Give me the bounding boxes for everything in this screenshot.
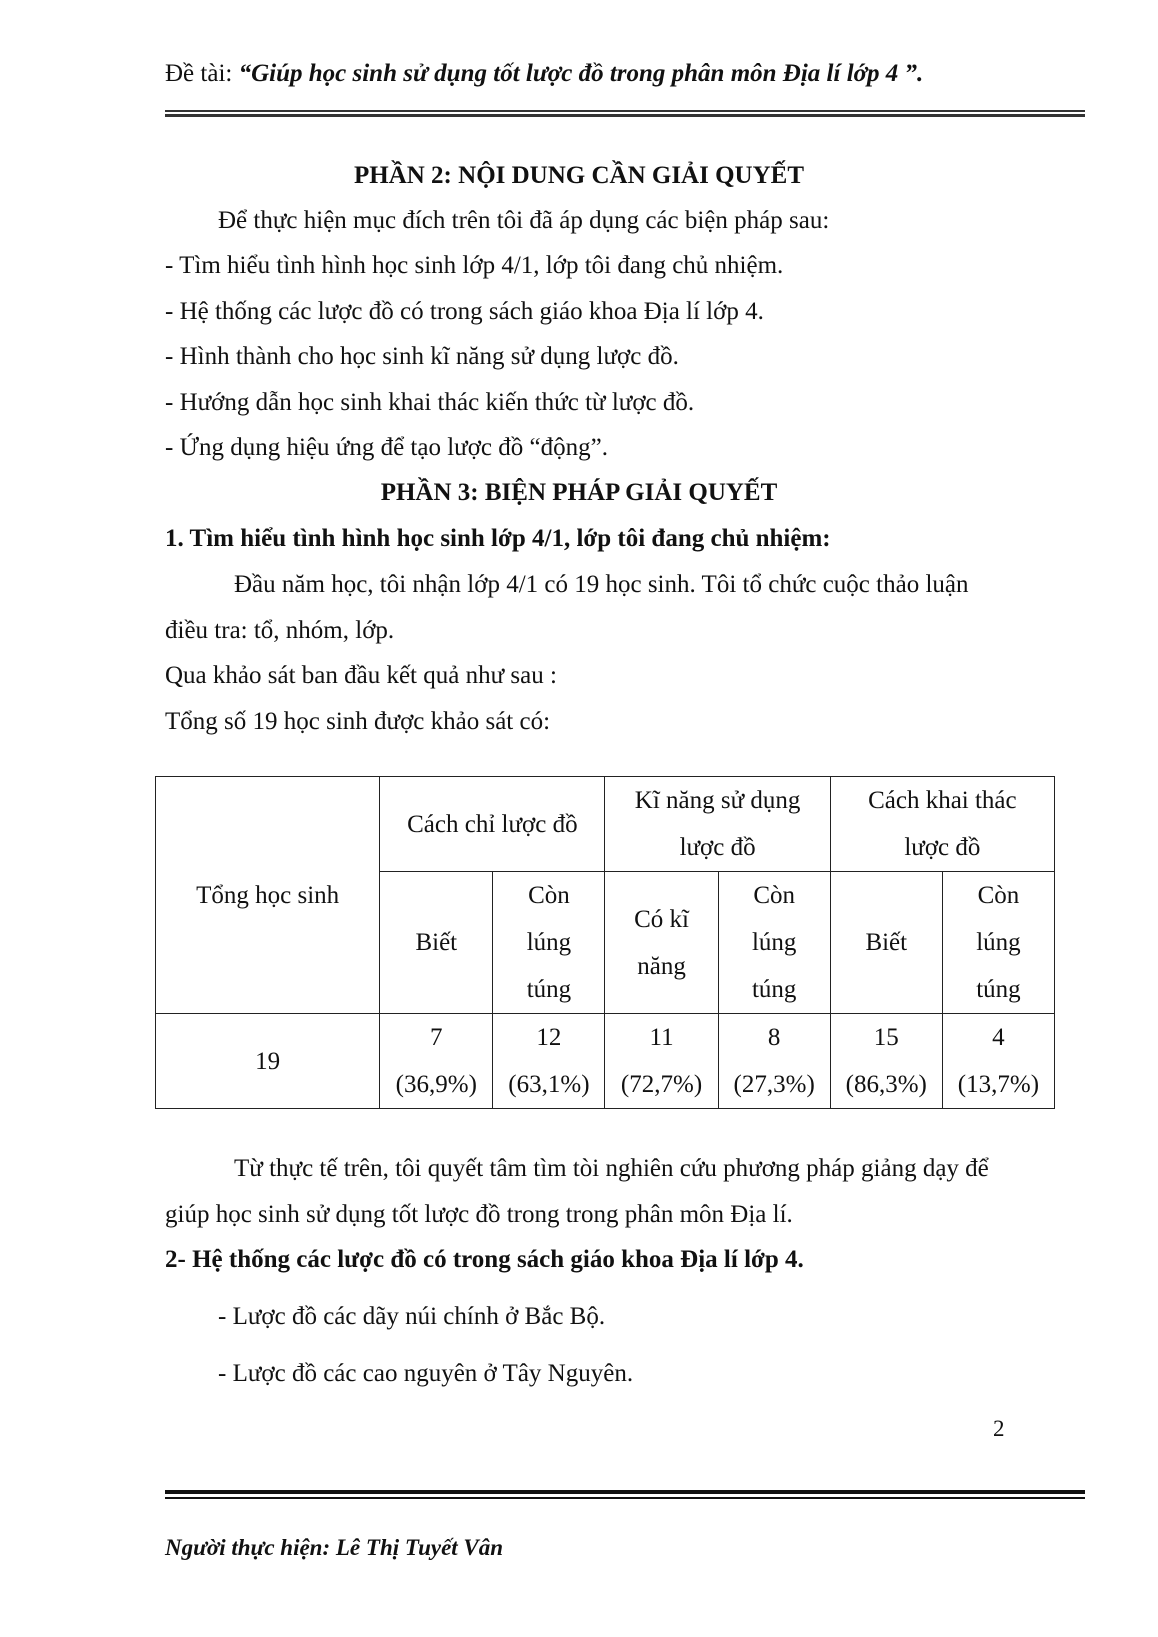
header-title: “Giúp học sinh sử dụng tốt lược đồ trong phân môn Địa lí lớp 4 ”. [238,60,924,87]
total-students-header: Tổng học sinh [156,777,380,1014]
list-item: - Hướng dẫn học sinh khai thác kiến thức từ lược đồ. [165,389,695,416]
value-cell [718,1014,830,1109]
group-header-line: lược đồ [904,834,981,861]
section1-heading: 1. Tìm hiểu tình hình học sinh lớp 4/1, lớp tôi đang chủ nhiệm: [165,525,831,552]
document-header [165,60,923,88]
survey-intro: Qua khảo sát ban đầu kết quả như sau : [165,662,557,689]
paragraph-line: giúp học sinh sử dụng tốt lược đồ trong trong phân môn Địa lí. [165,1201,793,1228]
header-rule-thin [165,110,1085,112]
section2-heading: 2- Hệ thống các lược đồ có trong sách giáo khoa Địa lí lớp 4. [165,1246,804,1273]
intro-text: Để thực hiện mục đích trên tôi đã áp dụng các biện pháp sau: [218,207,830,234]
subheader-know: Biết [830,872,942,1014]
value-cell [493,1014,605,1109]
total-value: 19 [156,1014,380,1109]
group-header-exploit [830,777,1054,872]
header-prefix: Đề tài: [165,60,239,87]
value-count: 7 [430,1024,443,1051]
group-header-pointing: Cách chỉ lược đồ [380,777,605,872]
value-percent: (27,3%) [733,1071,815,1098]
page-number: 2 [993,1416,1005,1441]
value-count: 11 [649,1024,674,1051]
footer-rule-thin [165,1497,1085,1499]
value-percent: (36,9%) [395,1071,477,1098]
subheader-confused [493,872,605,1014]
value-percent: (13,7%) [957,1071,1040,1098]
group-header-line: Kĩ năng sử dụng [634,787,801,814]
table-row [156,1014,1055,1109]
footer-author: Người thực hiện: Lê Thị Tuyết Vân [165,1535,504,1560]
map-list-item: - Lược đồ các dãy núi chính ở Bắc Bộ. [218,1303,606,1330]
paragraph-line: Đầu năm học, tôi nhận lớp 4/1 có 19 học sinh. Tôi tổ chức cuộc thảo luận [234,571,969,598]
value-count: 4 [992,1024,1005,1051]
subheader-line: Còn [753,882,795,909]
value-cell [830,1014,942,1109]
subheader-line: lúng [976,929,1021,956]
map-list-item: - Lược đồ các cao nguyên ở Tây Nguyên. [218,1360,634,1387]
value-count: 15 [873,1024,899,1051]
value-percent: (86,3%) [845,1071,927,1098]
list-item: - Ứng dụng hiệu ứng để tạo lược đồ “động”. [165,434,608,461]
list-item: - Hệ thống các lược đồ có trong sách giáo khoa Địa lí lớp 4. [165,298,764,325]
subheader-skilled [605,872,718,1014]
part3-heading: PHẦN 3: BIỆN PHÁP GIẢI QUYẾT [380,479,778,506]
value-percent: (72,7%) [620,1071,703,1098]
value-percent: (63,1%) [508,1071,590,1098]
value-cell [380,1014,493,1109]
paragraph-line: điều tra: tổ, nhóm, lớp. [165,617,395,644]
survey-table [155,776,1055,1109]
value-cell [942,1014,1054,1109]
value-count: 12 [536,1024,562,1051]
subheader-know: Biết [380,872,493,1014]
subheader-line: Có kĩ [634,905,689,933]
part2-heading: PHẦN 2: NỘI DUNG CẦN GIẢI QUYẾT [353,162,804,189]
header-rule-thick [165,114,1085,117]
subheader-line: Còn [528,882,570,909]
subheader-confused [718,872,830,1014]
subheader-line: Còn [977,882,1020,909]
paragraph-line: Từ thực tế trên, tôi quyết tâm tìm tòi nghiên cứu phương pháp giảng dạy để [234,1155,989,1182]
subheader-confused [942,872,1054,1014]
subheader-line: túng [976,976,1021,1003]
value-count: 8 [767,1024,781,1051]
subheader-line: túng [751,976,797,1003]
subheader-line: năng [637,952,686,980]
list-item: - Tìm hiểu tình hình học sinh lớp 4/1, lớp tôi đang chủ nhiệm. [165,252,784,279]
value-cell [605,1014,718,1109]
footer-rule-thick [165,1490,1085,1494]
group-header-line: Cách khai thác [868,787,1017,814]
subheader-line: lúng [526,929,572,956]
subheader-line: túng [526,976,572,1003]
subheader-line: lúng [751,929,797,956]
group-header-line: lược đồ [679,834,756,861]
list-item: - Hình thành cho học sinh kĩ năng sử dụng lược đồ. [165,343,679,370]
survey-total: Tổng số 19 học sinh được khảo sát có: [165,708,551,735]
group-header-skill [605,777,830,872]
